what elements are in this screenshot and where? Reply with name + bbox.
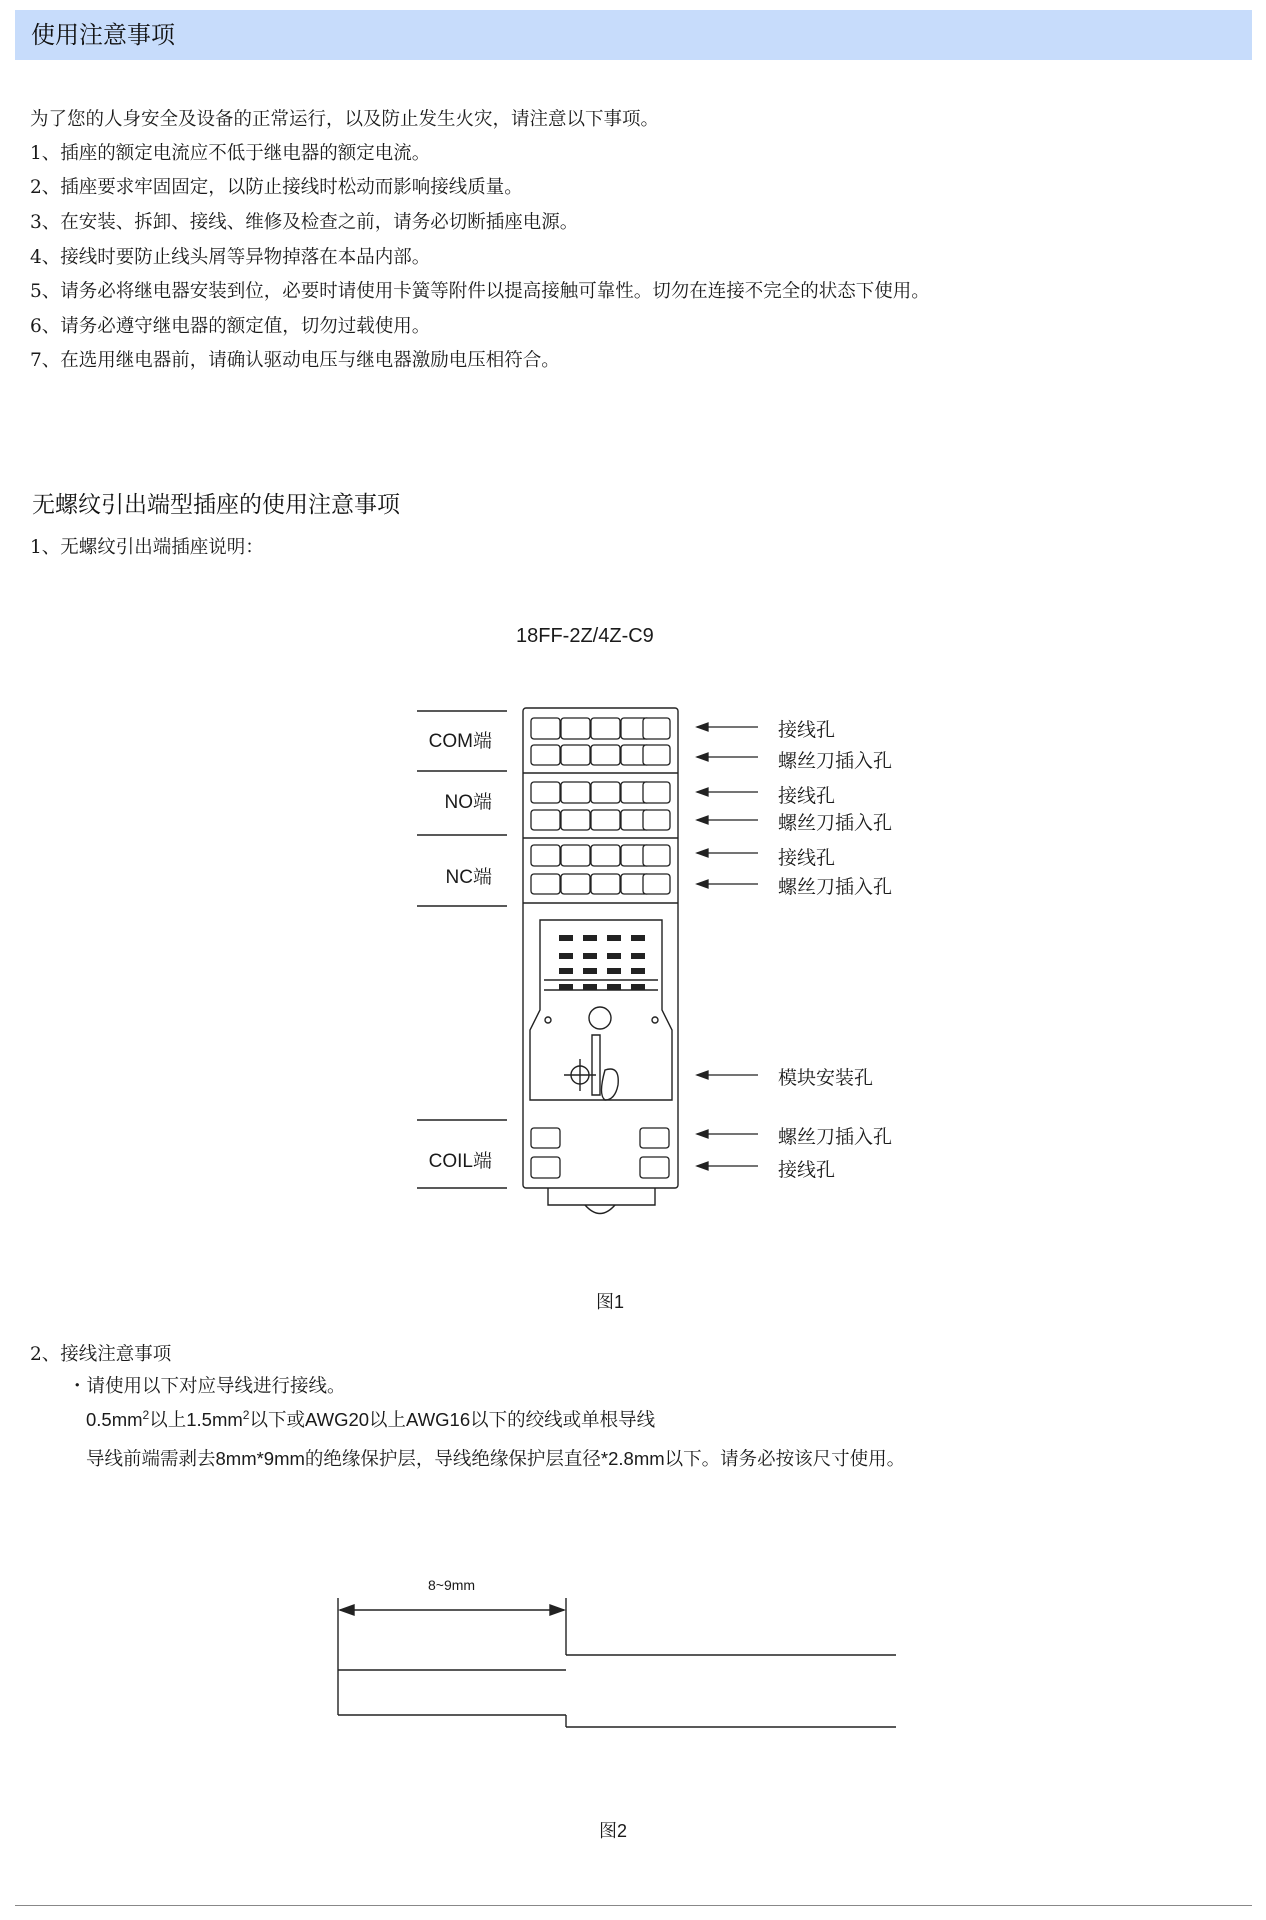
wire-spec-c: 以下或AWG20以上AWG16以下的绞线或单根导线 <box>249 1409 656 1430</box>
notes-intro: 为了您的人身安全及设备的正常运行，以及防止发生火灾，请注意以下事项。 <box>30 109 660 130</box>
figure1-model: 18FF-2Z/4Z-C9 <box>516 625 654 647</box>
coil-screwdriver-hole-label: 螺丝刀插入孔 <box>778 1127 893 1148</box>
com-terminal-label: COM端 <box>428 731 492 752</box>
figure2-caption: 图2 <box>599 1821 628 1841</box>
note-item-5: 5、请务必将继电器安装到位，必要时请使用卡簧等附件以提高接触可靠性。切勿在连接不完全的状态下使用。 <box>30 281 930 302</box>
section2-title: 无螺纹引出端型插座的使用注意事项 <box>32 492 400 518</box>
wire-spec <box>86 1406 655 1432</box>
no-wire-hole-label: 接线孔 <box>778 786 836 807</box>
no-terminal-row <box>531 782 670 830</box>
wire-spec-sup-2: 2 <box>242 1407 250 1422</box>
section2-sub1: 1、无螺纹引出端插座说明： <box>30 537 264 558</box>
wire-diagram <box>338 1598 896 1727</box>
section-title: 使用注意事项 <box>31 21 175 49</box>
wire-spec-sup-1: 2 <box>142 1407 150 1422</box>
wiring-title: 2、接线注意事项 <box>30 1344 172 1365</box>
note-item-7: 7、在选用继电器前，请确认驱动电压与继电器激励电压相符合。 <box>30 350 560 371</box>
com-terminal-row <box>531 718 670 765</box>
wire-spec-b: 以上1.5mm <box>149 1409 243 1430</box>
note-item-4: 4、接线时要防止线头屑等异物掉落在本品内部。 <box>30 247 431 268</box>
module-hole-label: 模块安装孔 <box>778 1068 874 1089</box>
note-item-6: 6、请务必遵守继电器的额定值，切勿过载使用。 <box>30 316 431 337</box>
strip-note: 导线前端需剥去8mm*9mm的绝缘保护层，导线绝缘保护层直径*2.8mm以下。请务必按该尺寸使用。 <box>86 1448 906 1469</box>
coil-terminal-label: COIL端 <box>428 1151 492 1172</box>
nc-screwdriver-hole-label: 螺丝刀插入孔 <box>778 877 893 898</box>
figure1-caption: 图1 <box>596 1292 625 1312</box>
strip-length-dimension: 8~9mm <box>428 1577 476 1593</box>
com-wire-hole-label: 接线孔 <box>778 720 836 741</box>
no-screwdriver-hole-label: 螺丝刀插入孔 <box>778 813 893 834</box>
footer-divider <box>15 1905 1252 1906</box>
nc-terminal-label: NC端 <box>445 867 492 888</box>
wire-spec-a: 0.5mm <box>86 1409 143 1430</box>
nc-terminal-row <box>531 845 670 894</box>
wiring-bullet: ・请使用以下对应导线进行接线。 <box>68 1376 346 1397</box>
no-terminal-label: NO端 <box>444 792 492 813</box>
com-screwdriver-hole-label: 螺丝刀插入孔 <box>778 751 893 772</box>
note-item-1: 1、插座的额定电流应不低于继电器的额定电流。 <box>30 143 431 164</box>
note-item-3: 3、在安装、拆卸、接线、维修及检查之前，请务必切断插座电源。 <box>30 212 579 233</box>
coil-wire-hole-label: 接线孔 <box>778 1160 836 1181</box>
coil-terminal-row <box>531 1128 669 1178</box>
nc-wire-hole-label: 接线孔 <box>778 848 836 869</box>
note-item-2: 2、插座要求牢固固定，以防止接线时松动而影响接线质量。 <box>30 177 523 198</box>
